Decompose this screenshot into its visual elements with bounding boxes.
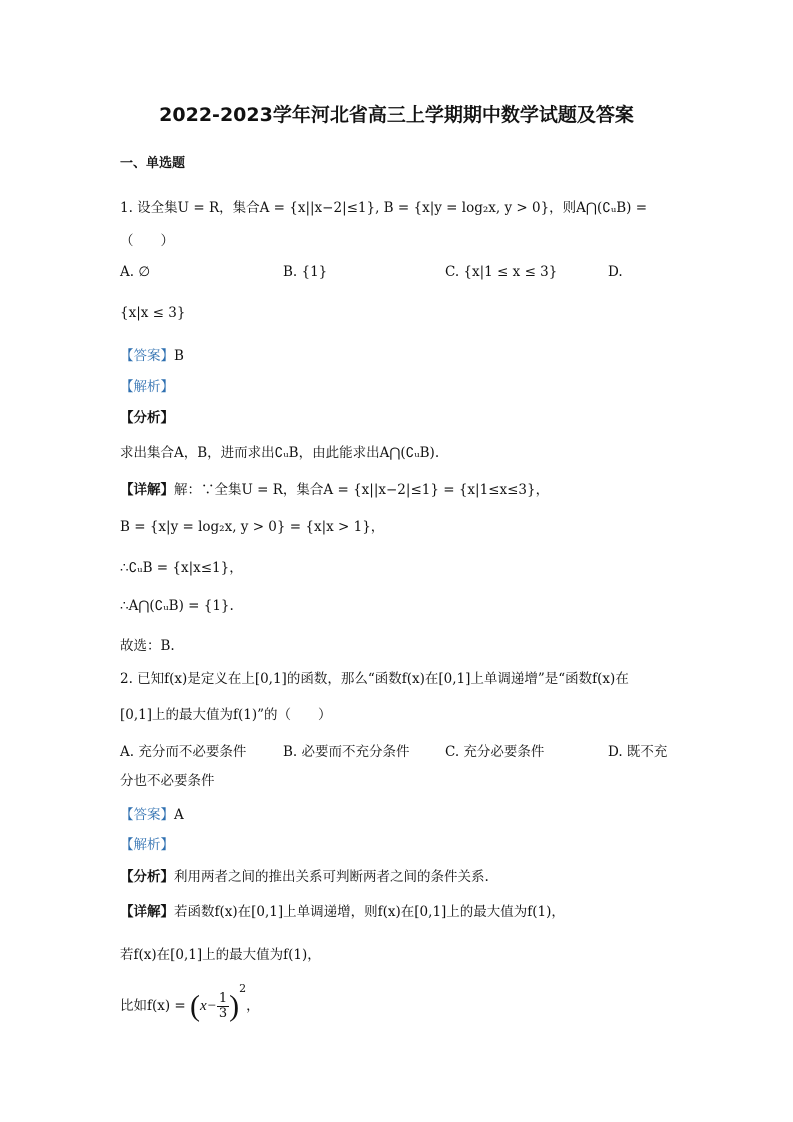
q2-stem-line1: 2. 已知f(x)是定义在上[0,1]的函数，那么“函数f(x)在[0,1]上单调递增”是“函数f(x)在: [120, 671, 629, 687]
q1-conclusion: 故选：B.: [120, 638, 175, 654]
q2-detail-line1: [120, 900, 565, 920]
q1-option-d: D.: [608, 264, 623, 280]
fraction: [217, 992, 229, 1021]
q1-detail-line3: ∴∁ᵤB = {x|x≤1}，: [120, 560, 243, 576]
q1-detail-line4: ∴A⋂(∁ᵤB) = {1}.: [120, 598, 234, 614]
q1-option-a: A. ∅: [120, 264, 151, 280]
q2-option-c: C. 充分必要条件: [445, 744, 545, 760]
fraction-numerator: 1: [218, 991, 228, 1006]
q1-fenxi-text: 求出集合A，B，进而求出∁ᵤB，由此能求出A⋂(∁ᵤB).: [120, 445, 440, 461]
q1-stem: 1. 设全集U = R，集合A = {x||x−2|≤1}, B = {x|y = log₂x, y > 0}，则A⋂(∁ᵤB) =: [120, 200, 648, 216]
exponent: 2: [239, 982, 247, 995]
formula-prefix: 比如f(x) =: [120, 998, 191, 1014]
detail-tag: 【详解】: [120, 904, 174, 920]
document-title: 2022-2023学年河北省高三上学期期中数学试题及答案: [159, 104, 634, 126]
q2-option-d-content: 分也不必要条件: [120, 773, 215, 789]
paren-right: ): [229, 989, 240, 1023]
q2-stem-line2: [0,1]上的最大值为f(1)”的（ ）: [120, 707, 332, 723]
q1-analysis-tag: 【解析】: [120, 379, 174, 395]
q2-option-b: B. 必要而不充分条件: [283, 744, 410, 760]
q1-detail-line2: B = {x|y = log₂x, y > 0} = {x|x > 1}，: [120, 519, 385, 535]
q1-option-b: B. {1}: [283, 264, 328, 280]
answer-value: A: [174, 807, 184, 823]
formula-suffix: ，: [246, 998, 260, 1014]
fraction-denominator: 3: [218, 1006, 228, 1021]
detail-tag: 【详解】: [120, 482, 174, 498]
fenxi-text: 利用两者之间的推出关系可判断两者之间的条件关系.: [174, 869, 489, 885]
q1-detail-line1: [120, 478, 549, 498]
q2-answer: [120, 803, 184, 823]
detail-text: 若函数f(x)在[0,1]上单调递增，则f(x)在[0,1]上的最大值为f(1)，: [174, 904, 565, 920]
q1-option-d-content: {x|x ≤ 3}: [120, 305, 186, 321]
q2-fenxi: [120, 865, 489, 885]
q2-analysis-tag: 【解析】: [120, 837, 174, 853]
answer-tag: 【答案】: [120, 807, 174, 823]
section-heading: 一、单选题: [120, 156, 186, 171]
q1-answer: [120, 344, 184, 364]
formula-x: x−: [200, 998, 217, 1014]
detail-text: 解：∵全集U = R，集合A = {x||x−2|≤1} = {x|1≤x≤3}，: [174, 482, 550, 498]
q2-option-d: D. 既不充: [608, 744, 668, 760]
q2-option-a: A. 充分而不必要条件: [120, 744, 247, 760]
q1-paren: （ ）: [120, 233, 174, 249]
answer-tag: 【答案】: [120, 348, 174, 364]
fenxi-tag: 【分析】: [120, 869, 174, 885]
q1-option-c: C. {x|1 ≤ x ≤ 3}: [445, 264, 558, 280]
paren-left: (: [190, 989, 201, 1023]
q2-detail-line2: 若f(x)在[0,1]上的最大值为f(1)，: [120, 947, 321, 963]
q2-detail-line3: [120, 982, 260, 1024]
answer-value: B: [174, 348, 184, 364]
q1-fenxi-tag: 【分析】: [120, 410, 174, 426]
